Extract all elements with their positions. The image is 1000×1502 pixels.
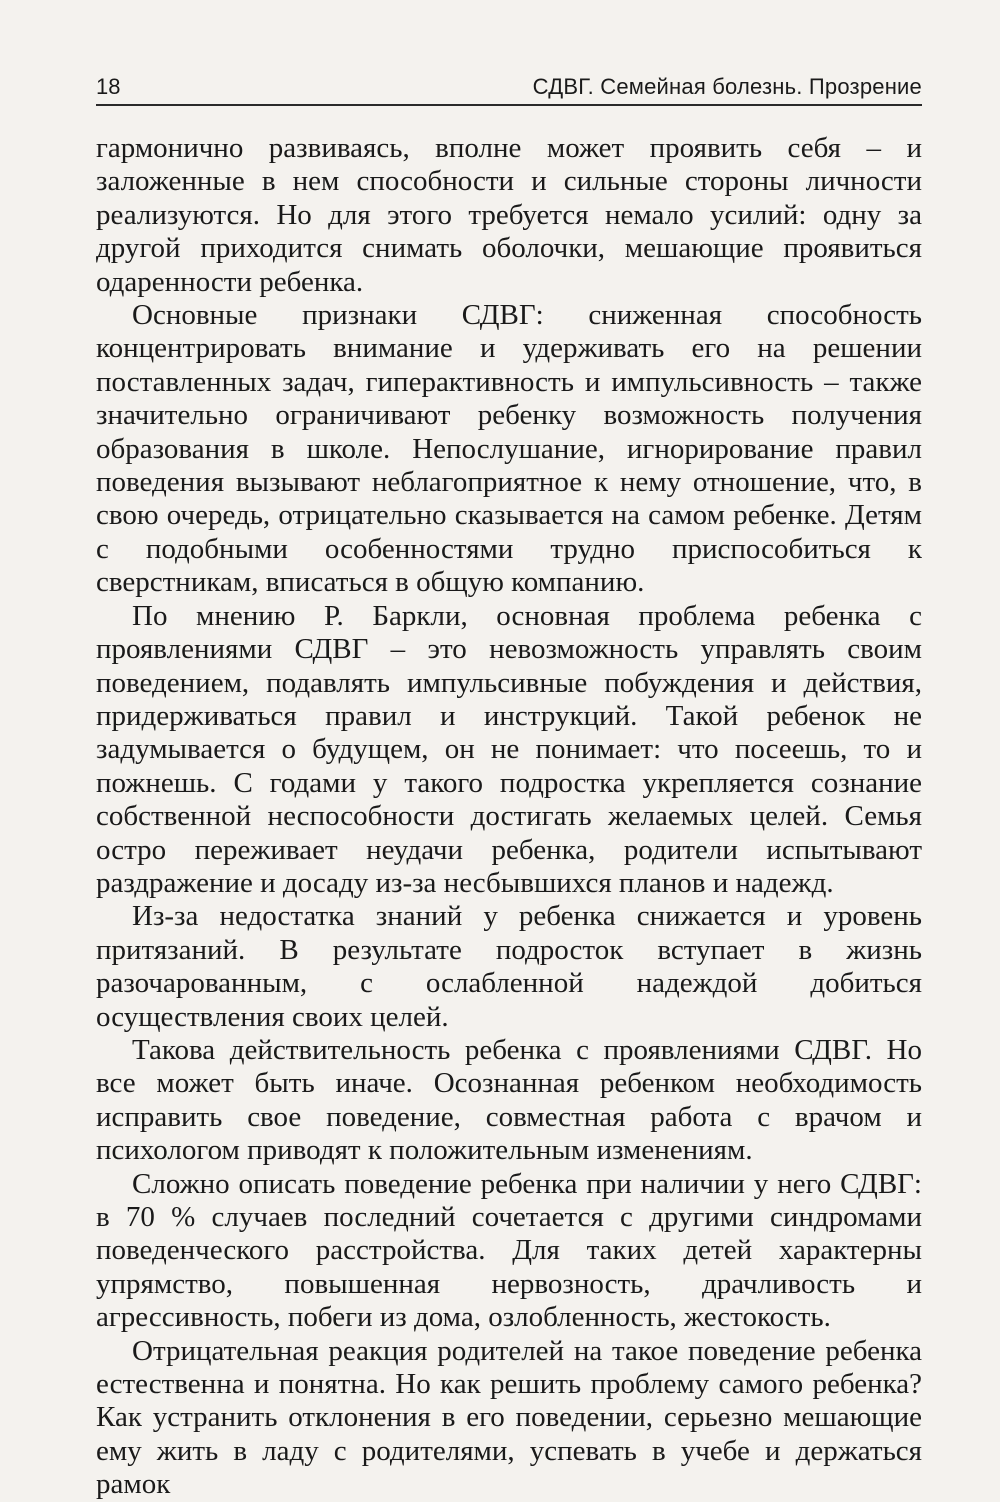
- paragraph-7: Отрицательная реакция родителей на такое поведение ребенка естественна и понятна. Но как решить проблему самого ребенка? Как устранить отклонения в его поведении, серьезно мешающие ему жить в ладу с родителями, успевать в учебе и держаться рамок: [96, 1334, 922, 1501]
- paragraph-1: гармонично развиваясь, вполне может проявить себя – и заложенные в нем способности и сильные стороны личности реализуются. Но для этого требуется немало усилий: одну за другой приходится снимать оболочки, мешающие проявиться одаренности ребенка.: [96, 132, 922, 298]
- paragraph-5: Такова действительность ребенка с проявлениями СДВГ. Но все может быть иначе. Осознанная ребенком необходимость исправить свое поведение, совместная работа с врачом и психологом приводят к положительным изменениям.: [96, 1033, 922, 1167]
- paragraph-2: Основные признаки СДВГ: сниженная способность концентрировать внимание и удерживать его на решении поставленных задач, гиперактивность и импульсивность – также значительно ограничивают ребенку возможность получения образования в школе. Непослушание, игнорирование правил поведения вызывают неблагоприятное к нему отношение, что, в свою очередь, отрицательно сказывается на самом ребенке. Детям с подобными особенностями трудно приспособиться к сверстникам, вписаться в общую компанию.: [96, 299, 922, 599]
- page-number: 18: [96, 74, 121, 99]
- paragraph-3: По мнению Р. Баркли, основная проблема ребенка с проявлениями СДВГ – это невозможность управлять своим поведением, подавлять импульсивные побуждения и действия, придерживаться правил и инструкций. Такой ребенок не задумывается о будущем, он не понимает: что посеешь, то и пожнешь. С годами у такого подростка укрепляется сознание собственной неспособности достигать желаемых целей. Семья остро переживает неудачи ребенка, родители испытывают раздражение и досаду из-за несбывшихся планов и надежд.: [96, 599, 922, 899]
- running-title: СДВГ. Семейная болезнь. Прозрение: [532, 74, 922, 99]
- paragraph-6: Сложно описать поведение ребенка при наличии у него СДВГ: в 70 % случаев последний сочетается с другими синдромами поведенческого расстройства. Для таких детей характерны упрямство, повышенная нервозность, драчливость и агрессивность, побеги из дома, озлобленность, жестокость.: [96, 1167, 922, 1334]
- text-body: [96, 132, 922, 1502]
- paragraph-4: Из-за недостатка знаний у ребенка снижается и уровень притязаний. В результате подросток вступает в жизнь разочарованным, с ослабленной надеждой добиться осуществления своих целей.: [96, 900, 922, 1033]
- page-header: [96, 68, 922, 106]
